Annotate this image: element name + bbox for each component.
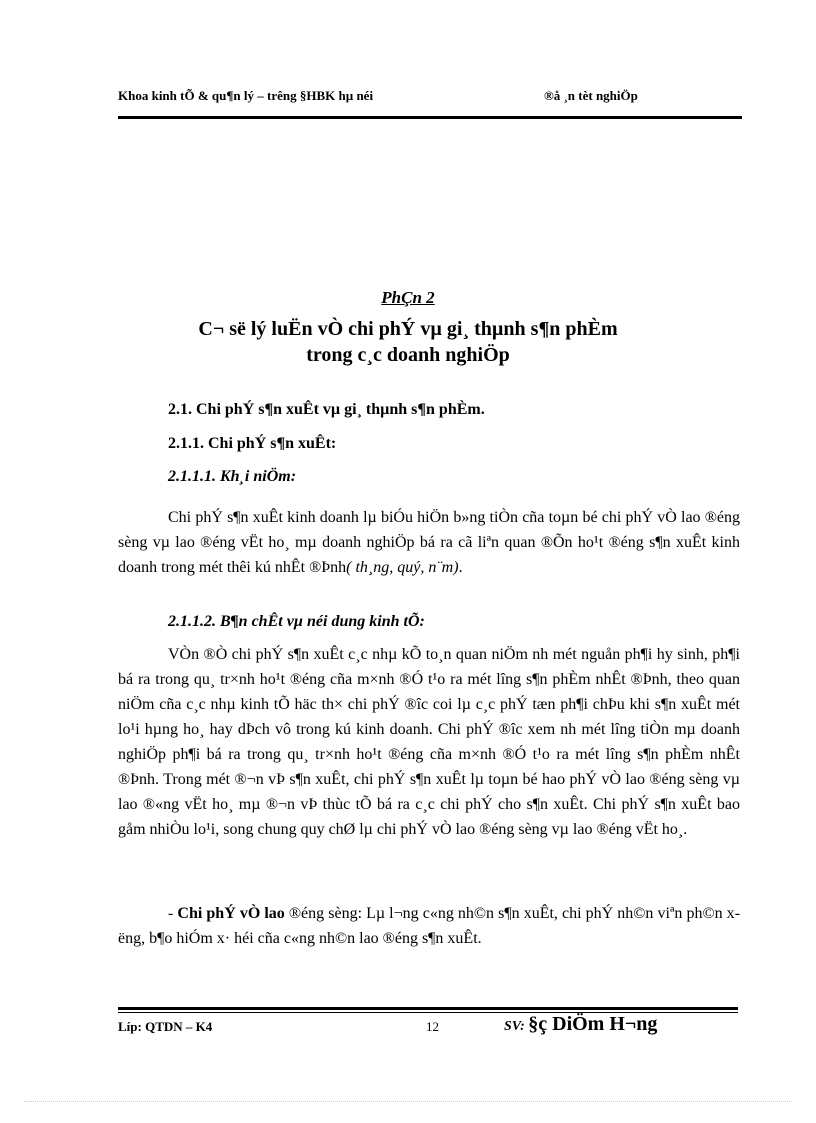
paragraph-nature [118, 642, 740, 842]
header-faculty: Khoa kinh tÕ & qu¶n lý – trêng §HBK hµ néi [118, 88, 374, 103]
labor-cost-text: ®éng sèng: Lµ l¬ng c«ng nh©n s¶n xuÊt, chi phÝ nh©n viªn ph©n xëng, b¶o hiÓm x· héi cña c«ng nh©n lao ®éng s¶n xuÊt. [118, 905, 741, 947]
paragraph-labor-cost [118, 901, 740, 951]
chapter-title-line2: trong c¸c doanh nghiÖp [306, 344, 510, 366]
section-heading-2-1: 2.1. Chi phÝ s¶n xuÊt vµ gi¸ thµnh s¶n phÈm. [168, 401, 485, 418]
header-divider [118, 116, 742, 119]
page-bottom-dotted-line [24, 1101, 792, 1102]
header-doc-type: ®å ¸n tèt nghiÖp [544, 88, 638, 103]
labor-cost-dash: - [168, 905, 178, 922]
part-label: PhÇn 2 [381, 288, 435, 307]
section-heading-2-1-1-2: 2.1.1.2. B¶n chÊt vµ néi dung kinh tÕ: [168, 613, 425, 630]
footer-author [504, 1013, 657, 1036]
definition-end: . [458, 559, 463, 576]
section-heading-2-1-1-1: 2.1.1.1. Kh¸i niÖm: [168, 468, 297, 485]
footer-class: Líp: QTDN – K4 [118, 1019, 213, 1034]
paragraph-definition [118, 505, 740, 580]
definition-period: ( th¸ng, quý, n¨m) [346, 559, 459, 576]
section-heading-2-1-1: 2.1.1. Chi phÝ s¶n xuÊt: [168, 435, 337, 452]
definition-text: Chi phÝ s¶n xuÊt kinh doanh lµ biÓu hiÖn b»ng tiÒn cña toµn bé chi phÝ vÒ lao ®éng sèng vµ lao ®éng vËt ho¸ mµ doanh nghiÖp bá ra cã liªn quan ®Õn ho¹t ®éng s¶n xuÊt kinh doanh trong mét thêi kú nhÊt ®Þnh [118, 509, 740, 576]
footer-author-name: §ç DiÖm H¬ng [528, 1013, 658, 1035]
page-number: 12 [426, 1019, 439, 1034]
labor-cost-term: Chi phÝ vÒ lao [177, 905, 285, 922]
footer-divider [118, 1007, 738, 1010]
nature-text: VÒn ®Ò chi phÝ s¶n xuÊt c¸c nhµ kÕ to¸n quan niÖm nh mét nguån ph¶i hy sinh, ph¶i bá ra trong qu¸ tr×nh ho¹t ®éng cña m×nh ®Ó t¹o ra mét lîng s¶n phÈm nhÊt ®Þnh, theo quan niÖm cña c¸c nhµ kinh tÕ häc th× chi phÝ ®îc coi lµ c¸c phÝ tæn ph¶i chÞu khi s¶n xuÊt mét lo¹i hµng ho¸ hay dÞch vô trong kú kinh doanh. Chi phÝ ®îc xem nh mét lîng tiÒn mµ doanh nghiÖp ph¶i bá ra trong qu¸ tr×nh ho¹t ®éng cña m×nh ®Ó t¹o ra mét lîng s¶n phÈm nhÊt ®Þnh. Trong mét ®¬n vÞ s¶n xuÊt, chi phÝ s¶n xuÊt lµ toµn bé hao phÝ vÒ lao ®éng sèng vµ lao ®«ng vËt ho¸ mµ ®¬n vÞ thùc tÕ bá ra c¸c chi phÝ cho s¶n xuÊt. Chi phÝ s¶n xuÊt bao gåm nhiÒu lo¹i, song chung quy chØ lµ chi phÝ vÒ lao ®éng sèng vµ lao ®éng vËt ho¸. [118, 646, 740, 838]
chapter-title-line1: C¬ së lý luËn vÒ chi phÝ vµ gi¸ thµnh s¶n phÈm [198, 318, 618, 340]
page-header [118, 88, 742, 110]
footer-sv-label: SV: [504, 1019, 529, 1034]
